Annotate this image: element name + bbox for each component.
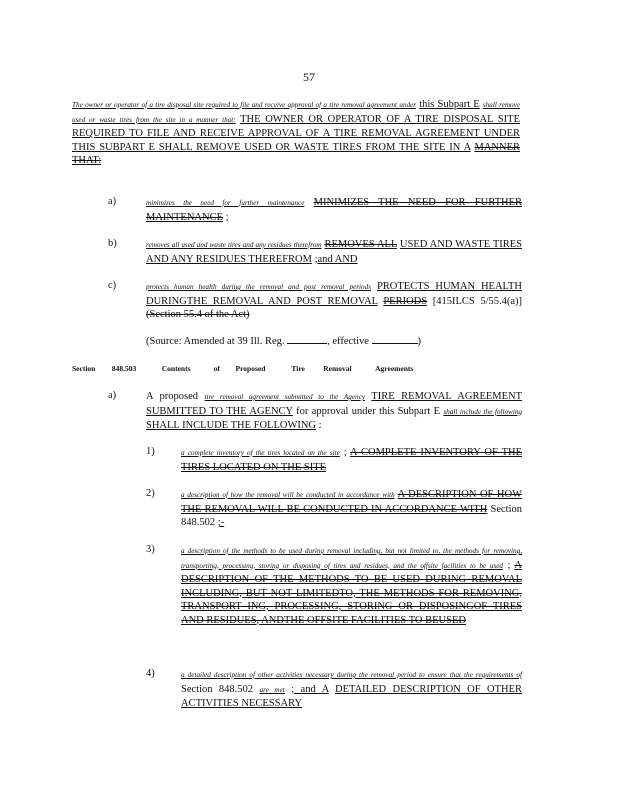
num-4-upper: DETAILED DESCRIPTION OF OTHER ACTIVITIES NECESSARY bbox=[181, 683, 523, 709]
section-title-word-5: Removal bbox=[323, 364, 352, 373]
item-a-label: a) bbox=[108, 196, 117, 207]
num-1-label: 1) bbox=[146, 446, 155, 457]
num-3-end: ; bbox=[507, 559, 511, 571]
source-close: ) bbox=[417, 336, 422, 347]
item-c-italic: protects human health during the removal and post removal periods bbox=[146, 283, 372, 291]
sub-a-upper2: SHALL INCLUDE THE FOLLOWING bbox=[146, 420, 317, 431]
item-c-cite-struck: (Section 55.4 of the Act) bbox=[146, 309, 250, 320]
num-4-italic2: are met bbox=[259, 685, 285, 694]
num-2-italic: a description of how the removal will be conducted in accordance with bbox=[181, 491, 395, 499]
num-2-ref: Section 848.502 bbox=[181, 503, 523, 528]
item-b-upper: USED AND WASTE TIRES AND ANY RESIDUES THEREFROM bbox=[146, 239, 523, 265]
intro-italic: The owner or operator of a tire disposal site required to file and receive approval of a tire removal agreement under bbox=[72, 101, 417, 109]
section-heading bbox=[72, 364, 532, 373]
num-1-italic: a complete inventory of the tires located on the site bbox=[181, 449, 340, 457]
source-note bbox=[146, 334, 421, 347]
item-a bbox=[146, 196, 522, 224]
num-4 bbox=[181, 668, 522, 711]
num-1-struck: A COMPLETE INVENTORY OF THE TIRES LOCATED ON THE SITE bbox=[181, 447, 523, 473]
item-b-upper-struck: REMOVES ALL bbox=[324, 239, 397, 250]
intro-mid: this Subpart E bbox=[419, 99, 480, 110]
item-c-struck: PERIODS bbox=[383, 295, 428, 307]
num-4-label: 4) bbox=[146, 668, 155, 679]
num-3-label: 3) bbox=[146, 544, 155, 555]
section-title-word-2: of bbox=[213, 364, 220, 373]
num-4-italic: a detailed description of other activities necessary during the removal period to ensure that the requirements of bbox=[181, 671, 522, 679]
section-title-word-3: Proposed bbox=[235, 364, 266, 373]
item-a-struck: MINIMIZES THE NEED FOR FURTHER MAINTENANCE bbox=[146, 197, 523, 223]
num-2-label: 2) bbox=[146, 488, 155, 499]
source-text: (Source: Amended at 39 Ill. Reg. bbox=[146, 336, 285, 347]
section-label: Section bbox=[72, 364, 96, 373]
num-4-ref: Section 848.502 bbox=[181, 683, 254, 695]
sub-a-t1: A proposed bbox=[146, 391, 199, 402]
item-b bbox=[146, 238, 522, 266]
item-c bbox=[146, 280, 522, 322]
num-4-end: ; and A bbox=[291, 683, 329, 695]
sub-a-italic2: shall include the following bbox=[443, 407, 523, 416]
sub-a-end: : bbox=[318, 420, 322, 431]
num-3 bbox=[181, 544, 522, 627]
page-number: 57 bbox=[303, 70, 315, 84]
section-title-word-4: Tire bbox=[291, 364, 305, 373]
sub-a-label: a) bbox=[108, 390, 117, 401]
intro-struck: MANNER THAT: bbox=[72, 141, 520, 166]
item-c-cite: [415ILCS 5/55.4(a)] bbox=[432, 295, 523, 307]
section-number: 848.503 bbox=[111, 364, 137, 373]
item-c-label: c) bbox=[108, 280, 117, 291]
section-title-word-6: Agreements bbox=[375, 364, 414, 373]
item-a-end: ; bbox=[225, 211, 229, 223]
item-a-italic: minimizes the need for further maintenance bbox=[146, 199, 305, 207]
sub-a-upper1: TIRE REMOVAL AGREEMENT SUBMITTED TO THE AGENCY bbox=[146, 391, 523, 417]
num-2 bbox=[181, 488, 522, 530]
date-blank bbox=[372, 334, 418, 344]
reg-blank bbox=[287, 334, 327, 344]
num-3-struck: A DESCRIPTION OF THE METHODS TO BE USED DURING REMOVAL INCLUDING, BUT NOT LIMITEDTO, THE METHODS FOR REMOVING, TRANSPORT ING, PROCESSING, STORING OR DISPOSINGOF TIRES AND RESIDUES, ANDTHE OFFSITE FACILITIES TO BEUSED bbox=[181, 559, 522, 626]
intro-upper: THE OWNER OR OPERATOR OF A TIRE DISPOSAL SITE REQUIRED TO FILE AND RECEIVE APPROVAL OF A TIRE REMOVAL AGREEMENT UNDER THIS SUBPART E SHALL REMOVE USED OR WASTE TIRES FROM THE SITE IN A bbox=[72, 113, 520, 153]
sub-a bbox=[146, 390, 522, 433]
item-c-upper: PROTECTS HUMAN HEALTH DURINGTHE REMOVAL AND POST REMOVAL bbox=[146, 281, 523, 307]
item-b-label: b) bbox=[108, 238, 117, 249]
num-2-end: ;- bbox=[217, 517, 225, 528]
item-b-end: ;and AND bbox=[314, 253, 358, 265]
sub-a-italic1: tire removal agreement submitted to the Agency bbox=[204, 393, 366, 401]
source-effective: , effective bbox=[327, 336, 369, 347]
intro-italic-2: shall remove used or waste tires from the site in a manner that: bbox=[72, 101, 521, 124]
num-1-end: ; bbox=[343, 447, 347, 458]
sub-a-t2: for approval under this Subpart E bbox=[296, 405, 441, 417]
num-2-struck: A DESCRIPTION OF HOW THE REMOVAL WILL BE CONDUCTED IN ACCORDANCE WITH bbox=[181, 489, 522, 515]
section-title-word-1: Contents bbox=[161, 364, 191, 373]
num-1 bbox=[181, 446, 522, 474]
num-3-italic: a description of the methods to be used during removal including, but not limited to, the methods for removing, transporting, processing, storing or disposing of tires and residues, and the offsite facilities to be used bbox=[181, 547, 522, 570]
item-b-italic: removes all used and waste tires and any residues therefrom bbox=[146, 241, 322, 249]
intro-paragraph bbox=[72, 98, 520, 168]
